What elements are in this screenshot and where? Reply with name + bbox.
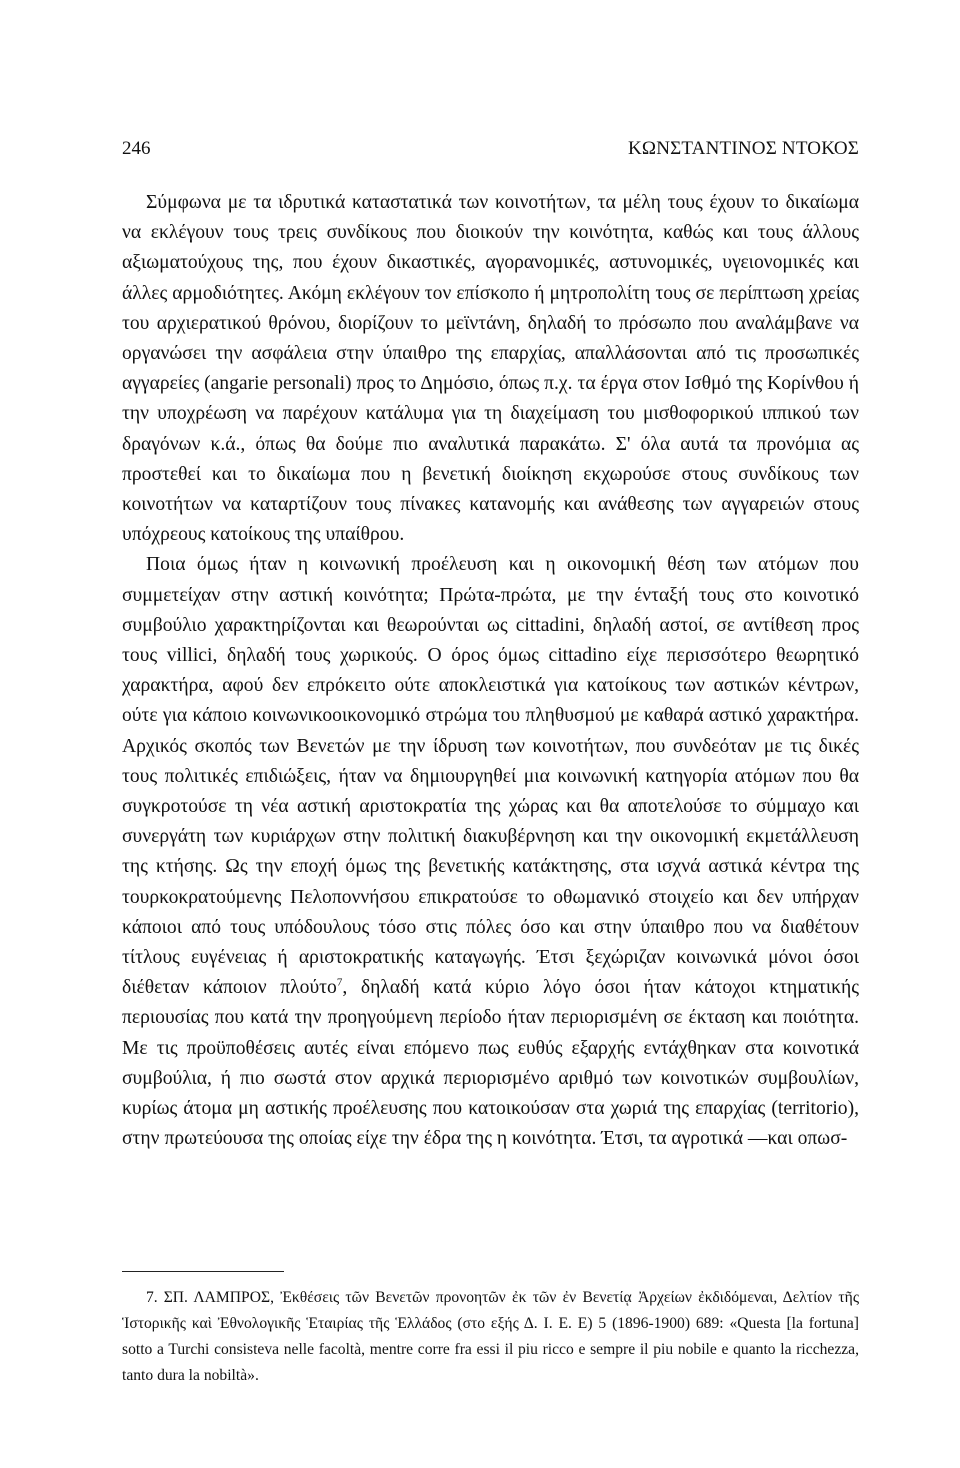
footnote-reference-7[interactable]: 7 [336,976,343,989]
paragraph-2-text-b: , δηλαδή κατά κύριο λόγο όσοι ήταν κάτοχοι κτηματικής περιουσίας που κατά την προηγούμενη περίοδο ήταν περιορισμένη σε έκταση και ποιότητα. Με τις προϋποθέσεις αυτές είναι επόμενο πως ευθύς εξαρχής εντάχθηκαν στα κοινοτικά συμβούλια, ή πιο σωστά στον αρχικά περιορισμένο αριθμό των κοινοτικών συμβουλίων, κυρίως άτομα μη αστικής προέλευσης που κατοικούσαν στα χωριά της επαρχίας (territorio), στην πρωτεύουσα της οποίας είχε την έδρα της η κοινότητα. Έτσι, τα αγροτικά —και οπωσ- [122,977,859,1150]
paragraph-1-text: Σύμφωνα με τα ιδρυτικά καταστατικά των κοινοτήτων, τα μέλη τους έχουν το δικαίωμα να εκλέγουν τους τρεις συνδίκους που διοικούν την κοινότητα, καθώς και τους άλλους αξιωματούχους της, που έχουν δικαστικές, αγορανομικές, αστυνομικές, υγειονομικές και άλλες αρμοδιότητες. Ακόμη εκλέγουν τον επίσκοπο ή μητροπολίτη τους σε περίπτωση χρείας του αρχιερατικού θρόνου, διορίζουν το μεϊντάνη, δηλαδή το πρόσωπο που αναλάμβανε να οργανώσει την ασφάλεια στην ύπαιθρο της επαρχίας, απαλλάσονται από τις προσωπικές αγγαρείες (angarie personali) προς το Δημόσιο, όπως π.χ. τα έργα στον Ισθμό της Κορίνθου ή την υποχρέωση να παρέχουν κατάλυμα για τη διαχείμαση του μισθοφορικού ιππικού των δραγόνων κ.ά., όπως θα δούμε πιο αναλυτικά παρακάτω. Σ' όλα αυτά τα προνόμια ας προστεθεί και το δικαίωμα που η βενετική διοίκηση εκχωρούσε στους συνδίκους των κοινοτήτων να καταρτίζουν τους πίνακες κατανομής και ανάθεσης των αγγαρειών στους υπόχρεους κατοίκους της υπαίθρου. [122,192,859,546]
running-head [122,135,859,163]
footnotes [122,1285,859,1389]
footnote-number: 7. [146,1289,158,1306]
running-head-author: ΚΩΝΣΤΑΝΤΙΝΟΣ ΝΤΟΚΟΣ [627,138,859,159]
footnote-divider [122,1271,284,1272]
footnote-7 [122,1285,859,1389]
footnote-text: ΣΠ. ΛΑΜΠΡΟΣ, Ἐκθέσεις τῶν Βενετῶν προνοητῶν ἐκ τῶν ἐν Βενετίᾳ Ἀρχείων ἐκδιδόμεναι, Δελτίον τῆς Ἱστορικῆς καὶ Ἐθνολογικῆς Ἑταιρίας τῆς Ἑλλάδος (στο εξής Δ. Ι. Ε. Ε) 5 (1896-1900) 689: «Questa [la fortuna] sotto a Turchi consisteva nelle facoltà, mentre corre fra essi il piu ricco e sempre il piu nobile e quanto la ricchezza, tanto dura la nobiltà». [122,1289,859,1384]
page-number: 246 [122,138,151,159]
paragraph-2-text-a: Ποια όμως ήταν η κοινωνική προέλευση και η οικονομική θέση των ατόμων που συμμετείχαν στην αστική κοινότητα; Πρώτα-πρώτα, με την ένταξή τους στο κοινοτικό συμβούλιο χαρακτηρίζονται και θεωρούνται ως cittadini, δηλαδή αστοί, σε αντίθεση προς τους villici, δηλαδή τους χωρικούς. Ο όρος όμως cittadino είχε περισσότερο θεωρητικό χαρακτήρα, αφού δεν επρόκειτο ούτε αποκλειστικά για κατοίκους των αστικών κέντρων, ούτε για κάποιο κοινωνικοοικονομικό στρώμα του πληθυσμού με καθαρά αστικό χαρακτήρα. Αρχικός σκοπός των Βενετών με την ίδρυση των κοινοτήτων, που συνδεόταν με τις δικές τους πολιτικές επιδιώξεις, ήταν να δημιουργηθεί μια κοινωνική κατηγορία ατόμων που θα συγκροτούσε τη νέα αστική αριστοκρατία της χώρας και θα αποτελούσε το σύμμαχο και συνεργάτη των κυριάρχων στην πολιτική διακυβέρνηση και την οικονομική εκμετάλλευση της κτήσης. Ως την εποχή όμως της βενετικής κατάκτησης, στα ισχνά αστικά κέντρα της τουρκοκρατούμενης Πελοποννήσου επικρατούσε το οθωμανικό στοιχείο και δεν υπήρχαν κάποιοι από τους υπόδουλους τόσο στις πόλες όσο και στην ύπαιθρο που να διαθέτουν τίτλους ευγένειας ή αριστοκρατικής καταγωγής. Έτσι ξεχώριζαν κοινωνικά μόνοι όσοι διέθεταν κάποιον πλούτο [122,554,859,999]
body-text [122,188,859,1155]
paragraph-1 [122,188,859,550]
paragraph-2 [122,550,859,1154]
